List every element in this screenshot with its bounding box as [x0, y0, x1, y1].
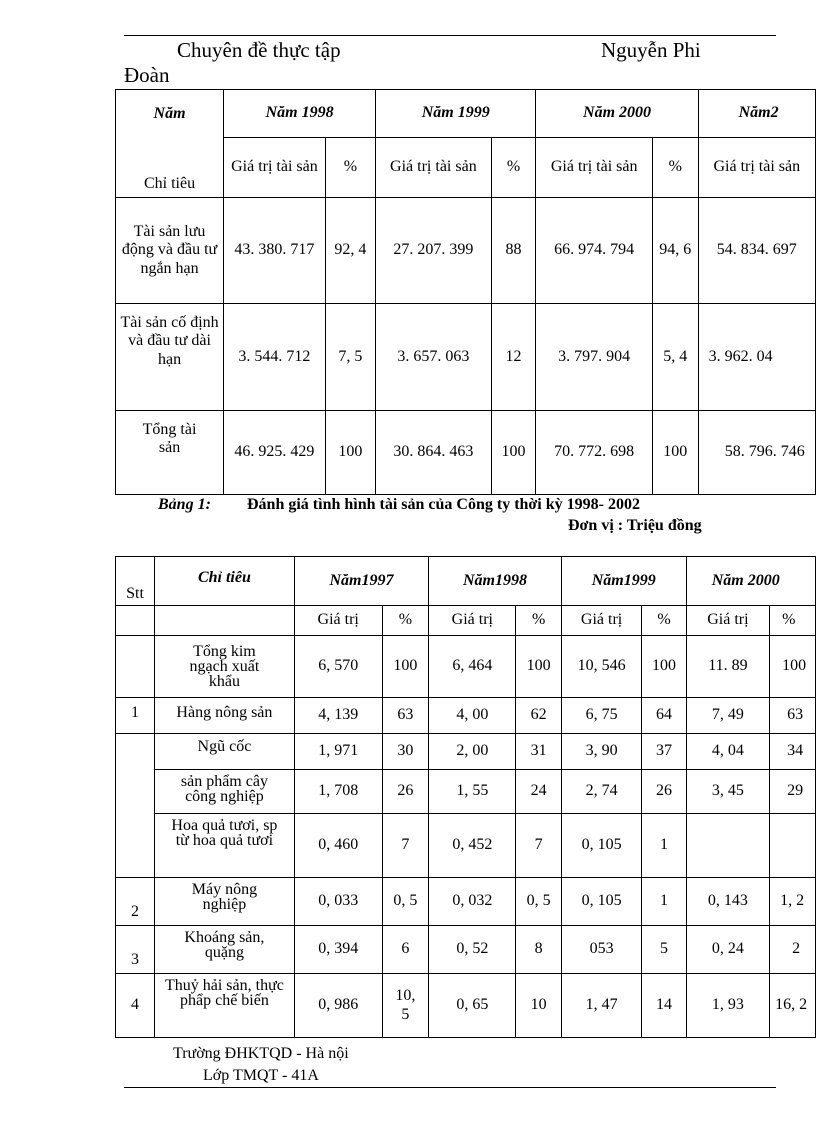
table-row — [116, 698, 816, 734]
cell-pct: 100 — [491, 411, 536, 495]
cell-value: 6, 464 — [429, 636, 516, 698]
cell-value: 0, 105 — [561, 814, 642, 878]
cell-pct: 8 — [516, 926, 561, 974]
cell-pct: 100 — [642, 636, 686, 698]
table-row — [116, 974, 816, 1038]
table1-pct-header: % — [652, 138, 698, 198]
cell-pct: 100 — [382, 636, 429, 698]
row-label: Tổng tài sản — [116, 411, 224, 495]
cell-value: 27. 207. 399 — [376, 198, 492, 304]
table1-year-header: Năm2 — [698, 90, 815, 138]
cell-value: 0, 65 — [429, 974, 516, 1038]
stt-cell: 3 — [116, 926, 155, 974]
cell-value: 3. 797. 904 — [536, 304, 653, 411]
cell-value: 1, 971 — [294, 734, 382, 770]
cell-value: 053 — [561, 926, 642, 974]
caption-unit: Đơn vị : Triệu đồng — [568, 517, 702, 534]
table-row — [116, 304, 816, 411]
cell-pct: 12 — [491, 304, 536, 411]
cell-value: 3. 962. 04 — [698, 304, 815, 411]
blank-cell — [155, 606, 295, 636]
cell-value: 54. 834. 697 — [698, 198, 815, 304]
table1-pct-header: % — [325, 138, 375, 198]
cell-pct: 0, 5 — [516, 878, 561, 926]
table2-pct-header: % — [770, 606, 816, 636]
row-label: Tài sản lưu động và đầu tư ngắn hạn — [116, 198, 224, 304]
cell-value: 7, 49 — [686, 698, 769, 734]
cell-value: 3, 45 — [686, 770, 769, 814]
cell-value: 0, 460 — [294, 814, 382, 878]
cell-value: 3. 657. 063 — [376, 304, 492, 411]
cell-value — [686, 814, 769, 878]
cell-pct: 88 — [491, 198, 536, 304]
cell-pct: 100 — [770, 636, 816, 698]
row-label: Tài sản cố định và đầu tư dài hạn — [116, 304, 224, 411]
row-label: Tổng kim ngạch xuất khẩu — [155, 636, 295, 698]
cell-pct: 1 — [642, 878, 686, 926]
cell-value: 3, 90 — [561, 734, 642, 770]
cell-pct: 94, 6 — [652, 198, 698, 304]
table-row — [116, 636, 816, 698]
header-continuation: Đoàn — [124, 63, 170, 87]
cell-value: 2, 74 — [561, 770, 642, 814]
cell-pct: 26 — [642, 770, 686, 814]
stt-cell: 1 — [116, 698, 155, 734]
row-label: Hàng nông sản — [155, 698, 295, 734]
table-row — [116, 926, 816, 974]
cell-value: 0, 143 — [686, 878, 769, 926]
caption-title: Đánh giá tình hình tài sản của Công ty thời kỳ 1998- 2002 — [247, 496, 640, 513]
row-label: Ngũ cốc — [155, 734, 295, 770]
table2-value-header: Giá trị — [686, 606, 769, 636]
stt-cell: 4 — [116, 974, 155, 1038]
cell-pct: 34 — [770, 734, 816, 770]
stt-header: Stt — [116, 557, 155, 606]
cell-pct: 63 — [382, 698, 429, 734]
indicator-header: Chỉ tiêu — [155, 557, 295, 606]
table1-value-header: Giá trị tài sản — [376, 138, 492, 198]
header-left: Chuyên đề thực tập — [177, 38, 341, 62]
table1-corner-indicator: Chỉ tiêu — [116, 138, 224, 198]
table-row — [116, 878, 816, 926]
cell-pct: 10, 5 — [382, 974, 429, 1038]
cell-value: 0, 24 — [686, 926, 769, 974]
header-right: Nguyễn Phi — [601, 38, 701, 62]
table2-year-header: Năm1998 — [429, 557, 562, 606]
table1-corner-year: Năm — [116, 90, 224, 138]
cell-pct: 1, 2 — [770, 878, 816, 926]
cell-value: 0, 986 — [294, 974, 382, 1038]
row-label: sản phẩm cây công nghiệp — [155, 770, 295, 814]
cell-value: 1, 708 — [294, 770, 382, 814]
table1-year-header: Năm 1998 — [224, 90, 376, 138]
cell-value: 0, 52 — [429, 926, 516, 974]
cell-pct: 26 — [382, 770, 429, 814]
table2-value-header: Giá trị — [294, 606, 382, 636]
cell-value: 0, 033 — [294, 878, 382, 926]
export-table — [115, 556, 816, 1038]
cell-pct: 100 — [516, 636, 561, 698]
cell-pct: 92, 4 — [325, 198, 375, 304]
table2-pct-header: % — [382, 606, 429, 636]
cell-value: 1, 47 — [561, 974, 642, 1038]
row-label: Thuỷ hải sản, thực phẩp chế biến — [155, 974, 295, 1038]
cell-value: 1, 93 — [686, 974, 769, 1038]
cell-pct: 16, 2 — [770, 974, 816, 1038]
cell-value: 4, 139 — [294, 698, 382, 734]
cell-pct: 100 — [325, 411, 375, 495]
cell-value: 58. 796. 746 — [698, 411, 815, 495]
table2-pct-header: % — [516, 606, 561, 636]
cell-pct: 1 — [642, 814, 686, 878]
cell-pct: 63 — [770, 698, 816, 734]
cell-value: 70. 772. 698 — [536, 411, 653, 495]
cell-pct: 7, 5 — [325, 304, 375, 411]
table-row — [116, 814, 816, 878]
cell-value: 6, 75 — [561, 698, 642, 734]
cell-value: 10, 546 — [561, 636, 642, 698]
header-rule — [124, 35, 776, 36]
cell-pct: 14 — [642, 974, 686, 1038]
cell-value: 43. 380. 717 — [224, 198, 326, 304]
cell-pct: 0, 5 — [382, 878, 429, 926]
row-label: Khoáng sản, quặng — [155, 926, 295, 974]
footer-rule — [124, 1087, 776, 1088]
row-label: Hoa quả tươi, sp từ hoa quả tươi — [155, 814, 295, 878]
cell-value: 3. 544. 712 — [224, 304, 326, 411]
cell-pct: 31 — [516, 734, 561, 770]
cell-pct: 5 — [642, 926, 686, 974]
row-label: Máy nông nghiệp — [155, 878, 295, 926]
cell-pct: 24 — [516, 770, 561, 814]
table-row — [116, 411, 816, 495]
table-row — [116, 770, 816, 814]
cell-value: 0, 105 — [561, 878, 642, 926]
cell-pct: 5, 4 — [652, 304, 698, 411]
cell-value: 2, 00 — [429, 734, 516, 770]
cell-value: 11. 89 — [686, 636, 769, 698]
footer-school: Trường ĐHKTQD - Hà nội — [173, 1045, 349, 1062]
cell-value: 0, 032 — [429, 878, 516, 926]
stt-cell: 2 — [116, 878, 155, 926]
table1-pct-header: % — [491, 138, 536, 198]
table1-value-header: Giá trị tài sản — [698, 138, 815, 198]
cell-pct: 64 — [642, 698, 686, 734]
cell-value: 0, 452 — [429, 814, 516, 878]
cell-pct: 30 — [382, 734, 429, 770]
footer-class: Lớp TMQT - 41A — [203, 1067, 319, 1084]
table1-value-header: Giá trị tài sản — [536, 138, 653, 198]
table2-year-header: Năm1997 — [294, 557, 428, 606]
cell-value: 6, 570 — [294, 636, 382, 698]
table2-year-header: Năm1999 — [561, 557, 686, 606]
cell-value: 0, 394 — [294, 926, 382, 974]
table1-value-header: Giá trị tài sản — [224, 138, 326, 198]
stt-cell — [116, 636, 155, 698]
table2-value-header: Giá trị — [561, 606, 642, 636]
cell-pct: 10 — [516, 974, 561, 1038]
blank-cell — [116, 606, 155, 636]
table-row — [116, 198, 816, 304]
table2-year-header: Năm 2000 — [686, 557, 815, 606]
cell-value: 30. 864. 463 — [376, 411, 492, 495]
cell-pct: 7 — [382, 814, 429, 878]
caption-label: Bảng 1: — [158, 496, 211, 513]
table-row — [116, 734, 816, 770]
cell-value: 46. 925. 429 — [224, 411, 326, 495]
cell-pct: 2 — [770, 926, 816, 974]
cell-pct: 7 — [516, 814, 561, 878]
cell-pct — [770, 814, 816, 878]
table1-year-header: Năm 1999 — [376, 90, 536, 138]
table2-pct-header: % — [642, 606, 686, 636]
cell-pct: 6 — [382, 926, 429, 974]
cell-value: 66. 974. 794 — [536, 198, 653, 304]
table2-value-header: Giá trị — [429, 606, 516, 636]
cell-pct: 37 — [642, 734, 686, 770]
stt-cell — [116, 734, 155, 878]
cell-value: 4, 00 — [429, 698, 516, 734]
asset-table — [115, 89, 816, 495]
cell-pct: 100 — [652, 411, 698, 495]
cell-value: 4, 04 — [686, 734, 769, 770]
table1-year-header: Năm 2000 — [536, 90, 698, 138]
cell-pct: 29 — [770, 770, 816, 814]
cell-value: 1, 55 — [429, 770, 516, 814]
cell-pct: 62 — [516, 698, 561, 734]
